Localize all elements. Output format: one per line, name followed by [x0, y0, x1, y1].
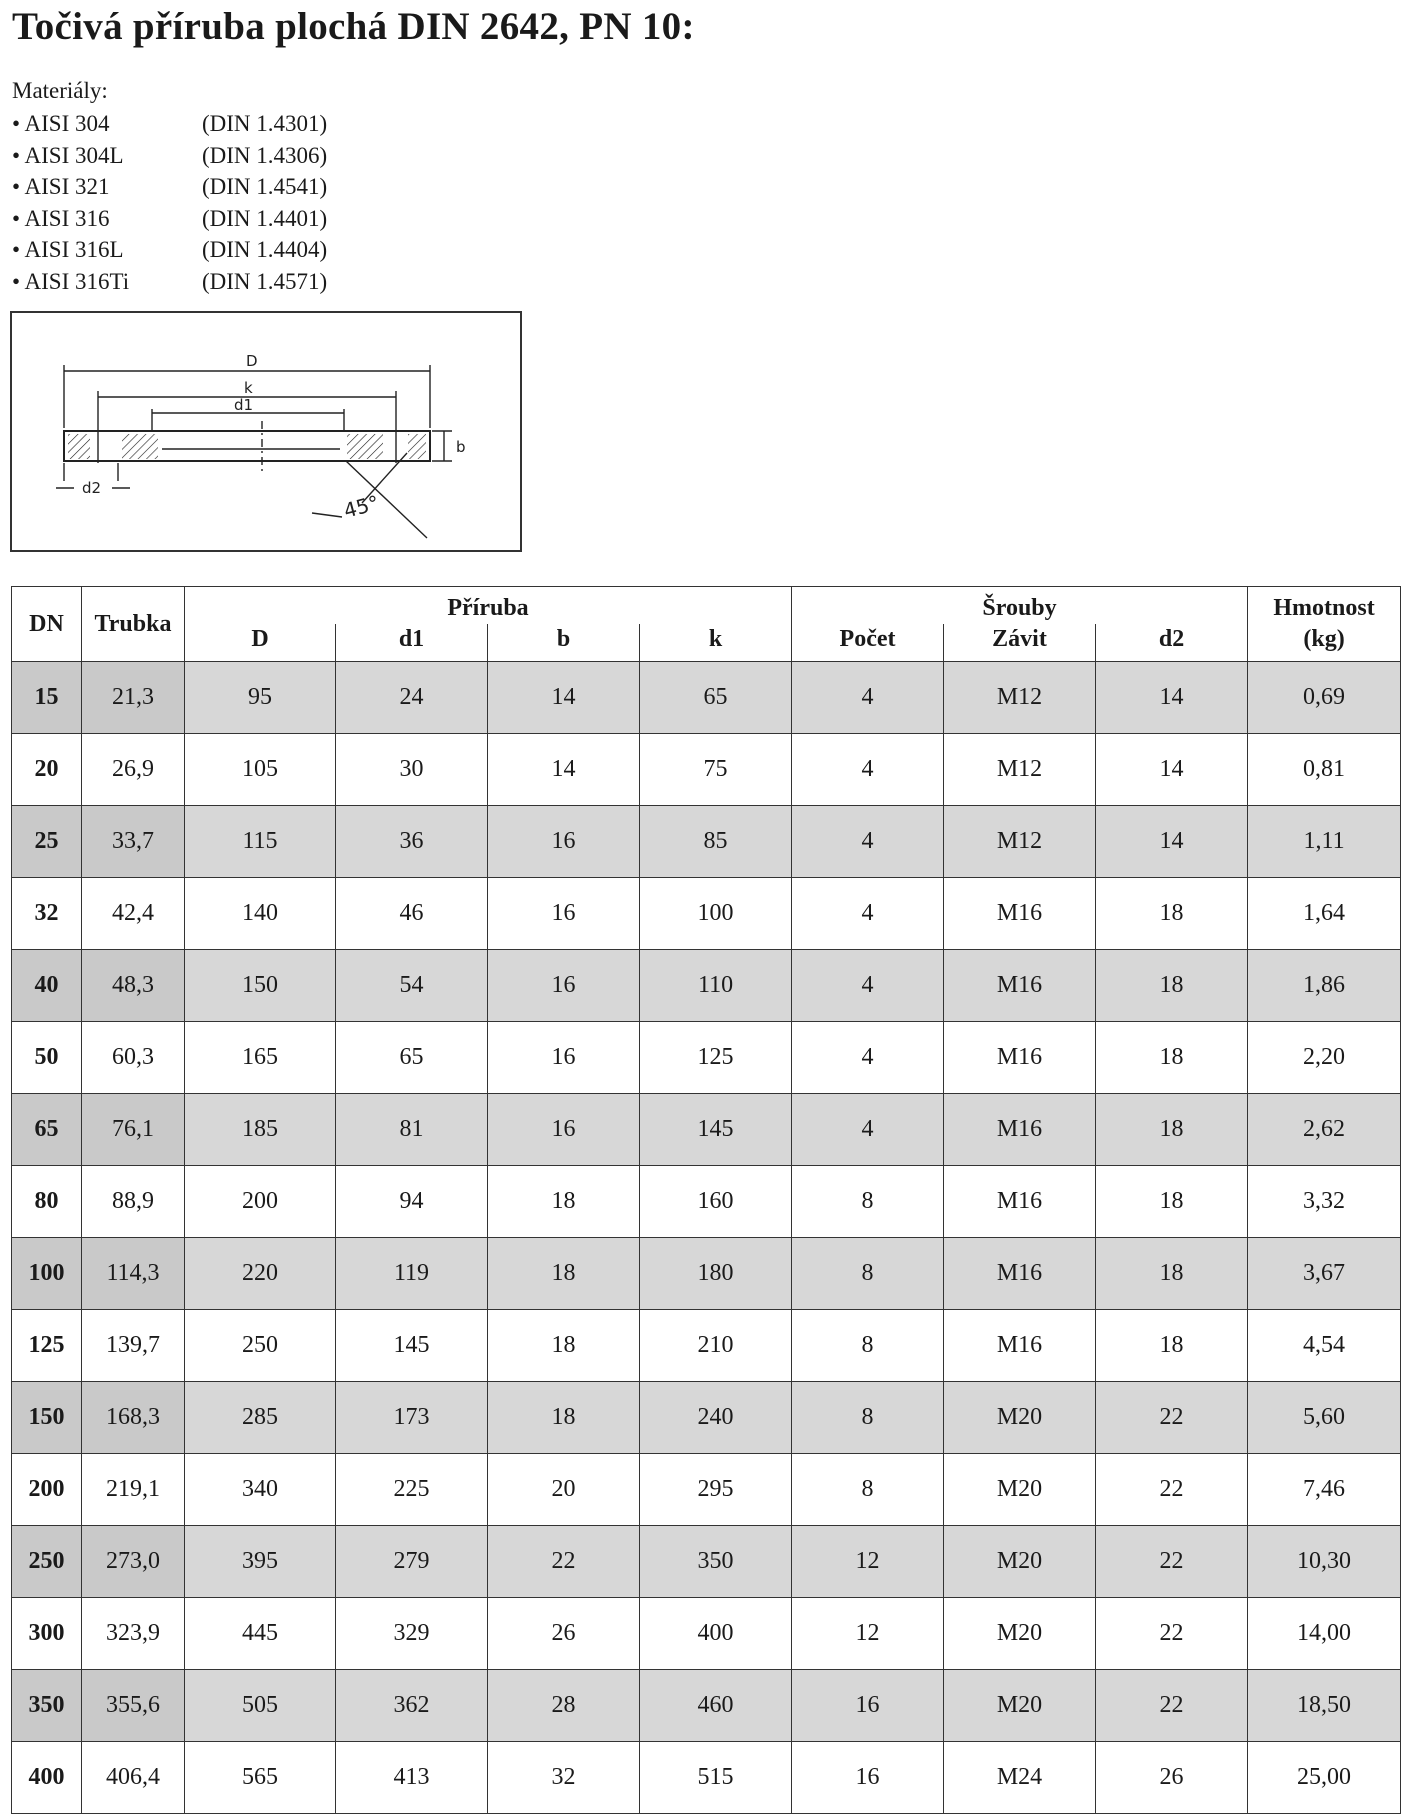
cell-hmotnost: 5,60: [1248, 1382, 1401, 1454]
cell-trubka: 323,9: [82, 1598, 185, 1670]
cell-pocet: 4: [792, 1094, 944, 1166]
cell-zavit: M16: [944, 1166, 1096, 1238]
cell-D: 140: [185, 878, 336, 950]
materials-heading: Materiály:: [12, 78, 108, 103]
material-din: (DIN 1.4401): [202, 205, 328, 231]
cell-dn: 200: [12, 1454, 82, 1526]
cell-zavit: M16: [944, 1238, 1096, 1310]
label-d2: d2: [82, 479, 102, 497]
cell-d2: 18: [1096, 1310, 1248, 1382]
cell-trubka: 88,9: [82, 1166, 185, 1238]
cell-zavit: M16: [944, 878, 1096, 950]
cell-pocet: 8: [792, 1238, 944, 1310]
cell-d1: 94: [336, 1166, 488, 1238]
material-name: • AISI 316: [12, 205, 110, 231]
cell-trubka: 139,7: [82, 1310, 185, 1382]
cell-b: 18: [488, 1166, 640, 1238]
label-k: k: [244, 379, 253, 397]
label-D: D: [246, 352, 258, 370]
cell-hmotnost: 0,69: [1248, 662, 1401, 734]
cell-dn: 350: [12, 1670, 82, 1742]
cell-zavit: M16: [944, 1022, 1096, 1094]
table-row: [12, 1310, 1401, 1382]
cell-d1: 54: [336, 950, 488, 1022]
cell-zavit: M20: [944, 1526, 1096, 1598]
cell-d1: 145: [336, 1310, 488, 1382]
cell-b: 18: [488, 1238, 640, 1310]
cell-D: 105: [185, 734, 336, 806]
cell-zavit: M12: [944, 734, 1096, 806]
cell-D: 200: [185, 1166, 336, 1238]
cell-k: 460: [640, 1670, 792, 1742]
cell-hmotnost: 14,00: [1248, 1598, 1401, 1670]
cell-b: 18: [488, 1382, 640, 1454]
table-body: [12, 662, 1401, 1814]
cell-pocet: 16: [792, 1670, 944, 1742]
cell-zavit: M12: [944, 806, 1096, 878]
cell-pocet: 4: [792, 1022, 944, 1094]
cell-hmotnost: 7,46: [1248, 1454, 1401, 1526]
cell-d2: 22: [1096, 1670, 1248, 1742]
cell-hmotnost: 18,50: [1248, 1670, 1401, 1742]
cell-dn: 20: [12, 734, 82, 806]
cell-k: 515: [640, 1742, 792, 1814]
page-title: Točivá příruba plochá DIN 2642, PN 10:: [12, 5, 695, 48]
header-kg: (kg): [1248, 624, 1401, 662]
cell-d2: 18: [1096, 1022, 1248, 1094]
cell-D: 165: [185, 1022, 336, 1094]
cell-hmotnost: 0,81: [1248, 734, 1401, 806]
cell-trubka: 406,4: [82, 1742, 185, 1814]
cell-d1: 46: [336, 878, 488, 950]
cell-hmotnost: 3,67: [1248, 1238, 1401, 1310]
cell-d1: 119: [336, 1238, 488, 1310]
table-row: [12, 1166, 1401, 1238]
cell-pocet: 4: [792, 806, 944, 878]
label-d1: d1: [234, 396, 254, 414]
cell-dn: 40: [12, 950, 82, 1022]
flange-drawing: [12, 313, 520, 550]
hatch-right-outer: [408, 434, 426, 459]
cell-dn: 100: [12, 1238, 82, 1310]
label-b: b: [456, 438, 466, 456]
cell-pocet: 16: [792, 1742, 944, 1814]
cell-b: 16: [488, 950, 640, 1022]
header-priruba: Příruba: [185, 587, 792, 624]
cell-b: 20: [488, 1454, 640, 1526]
header-zavit: Závit: [944, 624, 1096, 662]
cell-d1: 65: [336, 1022, 488, 1094]
cell-pocet: 8: [792, 1310, 944, 1382]
header-pocet: Počet: [792, 624, 944, 662]
cell-d2: 14: [1096, 806, 1248, 878]
cell-zavit: M20: [944, 1670, 1096, 1742]
cell-k: 240: [640, 1382, 792, 1454]
cell-D: 395: [185, 1526, 336, 1598]
cell-zavit: M16: [944, 1094, 1096, 1166]
cell-D: 150: [185, 950, 336, 1022]
cell-trubka: 42,4: [82, 878, 185, 950]
cell-pocet: 4: [792, 878, 944, 950]
cell-d2: 14: [1096, 662, 1248, 734]
cell-zavit: M16: [944, 950, 1096, 1022]
cell-d1: 81: [336, 1094, 488, 1166]
flange-diagram: [10, 311, 522, 552]
label-angle: 45°: [341, 490, 382, 523]
cell-d1: 225: [336, 1454, 488, 1526]
cell-zavit: M20: [944, 1382, 1096, 1454]
table-row: [12, 1238, 1401, 1310]
cell-d2: 22: [1096, 1526, 1248, 1598]
cell-trubka: 168,3: [82, 1382, 185, 1454]
header-d1: d1: [336, 624, 488, 662]
material-din: (DIN 1.4571): [202, 268, 328, 294]
cell-k: 85: [640, 806, 792, 878]
cell-hmotnost: 4,54: [1248, 1310, 1401, 1382]
cell-k: 110: [640, 950, 792, 1022]
cell-k: 210: [640, 1310, 792, 1382]
cell-hmotnost: 1,86: [1248, 950, 1401, 1022]
flange-spec-table: [11, 586, 1401, 1814]
cell-b: 14: [488, 734, 640, 806]
cell-b: 22: [488, 1526, 640, 1598]
cell-trubka: 48,3: [82, 950, 185, 1022]
table-row: [12, 1670, 1401, 1742]
cell-trubka: 273,0: [82, 1526, 185, 1598]
cell-k: 180: [640, 1238, 792, 1310]
header-hmotnost: Hmotnost: [1248, 587, 1401, 624]
header-trubka: Trubka: [82, 587, 185, 662]
cell-d2: 18: [1096, 1238, 1248, 1310]
cell-dn: 15: [12, 662, 82, 734]
cell-hmotnost: 1,64: [1248, 878, 1401, 950]
cell-trubka: 60,3: [82, 1022, 185, 1094]
cell-d2: 22: [1096, 1454, 1248, 1526]
cell-k: 295: [640, 1454, 792, 1526]
table-row: [12, 734, 1401, 806]
cell-dn: 400: [12, 1742, 82, 1814]
hatch-right-inner: [347, 434, 383, 459]
cell-d2: 26: [1096, 1742, 1248, 1814]
cell-pocet: 12: [792, 1526, 944, 1598]
cell-d1: 24: [336, 662, 488, 734]
cell-trubka: 114,3: [82, 1238, 185, 1310]
cell-d2: 18: [1096, 1094, 1248, 1166]
material-name: • AISI 321: [12, 174, 110, 199]
header-b: b: [488, 624, 640, 662]
cell-D: 340: [185, 1454, 336, 1526]
table-row: [12, 878, 1401, 950]
cell-D: 185: [185, 1094, 336, 1166]
cell-hmotnost: 25,00: [1248, 1742, 1401, 1814]
cell-trubka: 219,1: [82, 1454, 185, 1526]
material-name: • AISI 316Ti: [12, 268, 130, 294]
cell-dn: 80: [12, 1166, 82, 1238]
cell-b: 14: [488, 662, 640, 734]
cell-zavit: M16: [944, 1310, 1096, 1382]
cell-D: 285: [185, 1382, 336, 1454]
cell-zavit: M24: [944, 1742, 1096, 1814]
cell-zavit: M12: [944, 662, 1096, 734]
material-name: • AISI 316L: [12, 237, 124, 262]
cell-dn: 32: [12, 878, 82, 950]
cell-D: 220: [185, 1238, 336, 1310]
cell-b: 28: [488, 1670, 640, 1742]
material-name: • AISI 304: [12, 111, 110, 136]
table-row: [12, 1454, 1401, 1526]
cell-D: 115: [185, 806, 336, 878]
cell-pocet: 12: [792, 1598, 944, 1670]
cell-d2: 22: [1096, 1598, 1248, 1670]
cell-k: 400: [640, 1598, 792, 1670]
cell-dn: 125: [12, 1310, 82, 1382]
material-din: (DIN 1.4306): [202, 142, 328, 168]
header-srouby: [792, 587, 1248, 624]
cell-pocet: 8: [792, 1166, 944, 1238]
cell-pocet: 8: [792, 1454, 944, 1526]
cell-D: 565: [185, 1742, 336, 1814]
material-din: (DIN 1.4404): [202, 237, 328, 262]
cell-d2: 18: [1096, 1166, 1248, 1238]
cell-k: 145: [640, 1094, 792, 1166]
cell-d1: 413: [336, 1742, 488, 1814]
table-row: [12, 950, 1401, 1022]
header-D: D: [185, 624, 336, 662]
cell-D: 505: [185, 1670, 336, 1742]
header-k: k: [640, 624, 792, 662]
cell-dn: 25: [12, 806, 82, 878]
cell-trubka: 21,3: [82, 662, 185, 734]
material-name: • AISI 304L: [12, 142, 124, 168]
cell-k: 125: [640, 1022, 792, 1094]
cell-d1: 279: [336, 1526, 488, 1598]
cell-b: 16: [488, 878, 640, 950]
table-row: [12, 1742, 1401, 1814]
cell-hmotnost: 10,30: [1248, 1526, 1401, 1598]
cell-b: 16: [488, 1094, 640, 1166]
cell-hmotnost: 2,20: [1248, 1022, 1401, 1094]
table-row: [12, 662, 1401, 734]
cell-dn: 300: [12, 1598, 82, 1670]
cell-dn: 65: [12, 1094, 82, 1166]
cell-b: 32: [488, 1742, 640, 1814]
hatch-left-inner: [122, 434, 158, 459]
cell-k: 350: [640, 1526, 792, 1598]
cell-D: 95: [185, 662, 336, 734]
cell-d2: 18: [1096, 950, 1248, 1022]
cell-D: 445: [185, 1598, 336, 1670]
cell-zavit: M20: [944, 1598, 1096, 1670]
header-dn: DN: [12, 587, 82, 662]
cell-d1: 30: [336, 734, 488, 806]
cell-b: 16: [488, 1022, 640, 1094]
cell-trubka: 76,1: [82, 1094, 185, 1166]
cell-k: 75: [640, 734, 792, 806]
header-d2: d2: [1096, 624, 1248, 662]
cell-k: 100: [640, 878, 792, 950]
cell-pocet: 8: [792, 1382, 944, 1454]
cell-b: 16: [488, 806, 640, 878]
cell-k: 65: [640, 662, 792, 734]
table-row: [12, 1094, 1401, 1166]
header-srouby-label: Šrouby: [982, 594, 1057, 621]
cell-trubka: 355,6: [82, 1670, 185, 1742]
cell-d1: 36: [336, 806, 488, 878]
cell-b: 18: [488, 1310, 640, 1382]
cell-zavit: M20: [944, 1454, 1096, 1526]
cell-b: 26: [488, 1598, 640, 1670]
material-din: (DIN 1.4301): [202, 111, 328, 136]
cell-hmotnost: 3,32: [1248, 1166, 1401, 1238]
cell-dn: 250: [12, 1526, 82, 1598]
cell-d2: 14: [1096, 734, 1248, 806]
table-row: [12, 1526, 1401, 1598]
cell-d2: 18: [1096, 878, 1248, 950]
cell-d2: 22: [1096, 1382, 1248, 1454]
cell-dn: 150: [12, 1382, 82, 1454]
cell-trubka: 33,7: [82, 806, 185, 878]
cell-pocet: 4: [792, 950, 944, 1022]
cell-hmotnost: 1,11: [1248, 806, 1401, 878]
cell-d1: 329: [336, 1598, 488, 1670]
cell-k: 160: [640, 1166, 792, 1238]
cell-pocet: 4: [792, 734, 944, 806]
table-row: [12, 1382, 1401, 1454]
cell-d1: 173: [336, 1382, 488, 1454]
cell-D: 250: [185, 1310, 336, 1382]
hatch-left-outer: [68, 434, 90, 459]
table-row: [12, 1022, 1401, 1094]
cell-dn: 50: [12, 1022, 82, 1094]
cell-hmotnost: 2,62: [1248, 1094, 1401, 1166]
table-row: [12, 1598, 1401, 1670]
cell-d1: 362: [336, 1670, 488, 1742]
material-din: (DIN 1.4541): [202, 174, 328, 199]
cell-pocet: 4: [792, 662, 944, 734]
cell-trubka: 26,9: [82, 734, 185, 806]
table-row: [12, 806, 1401, 878]
